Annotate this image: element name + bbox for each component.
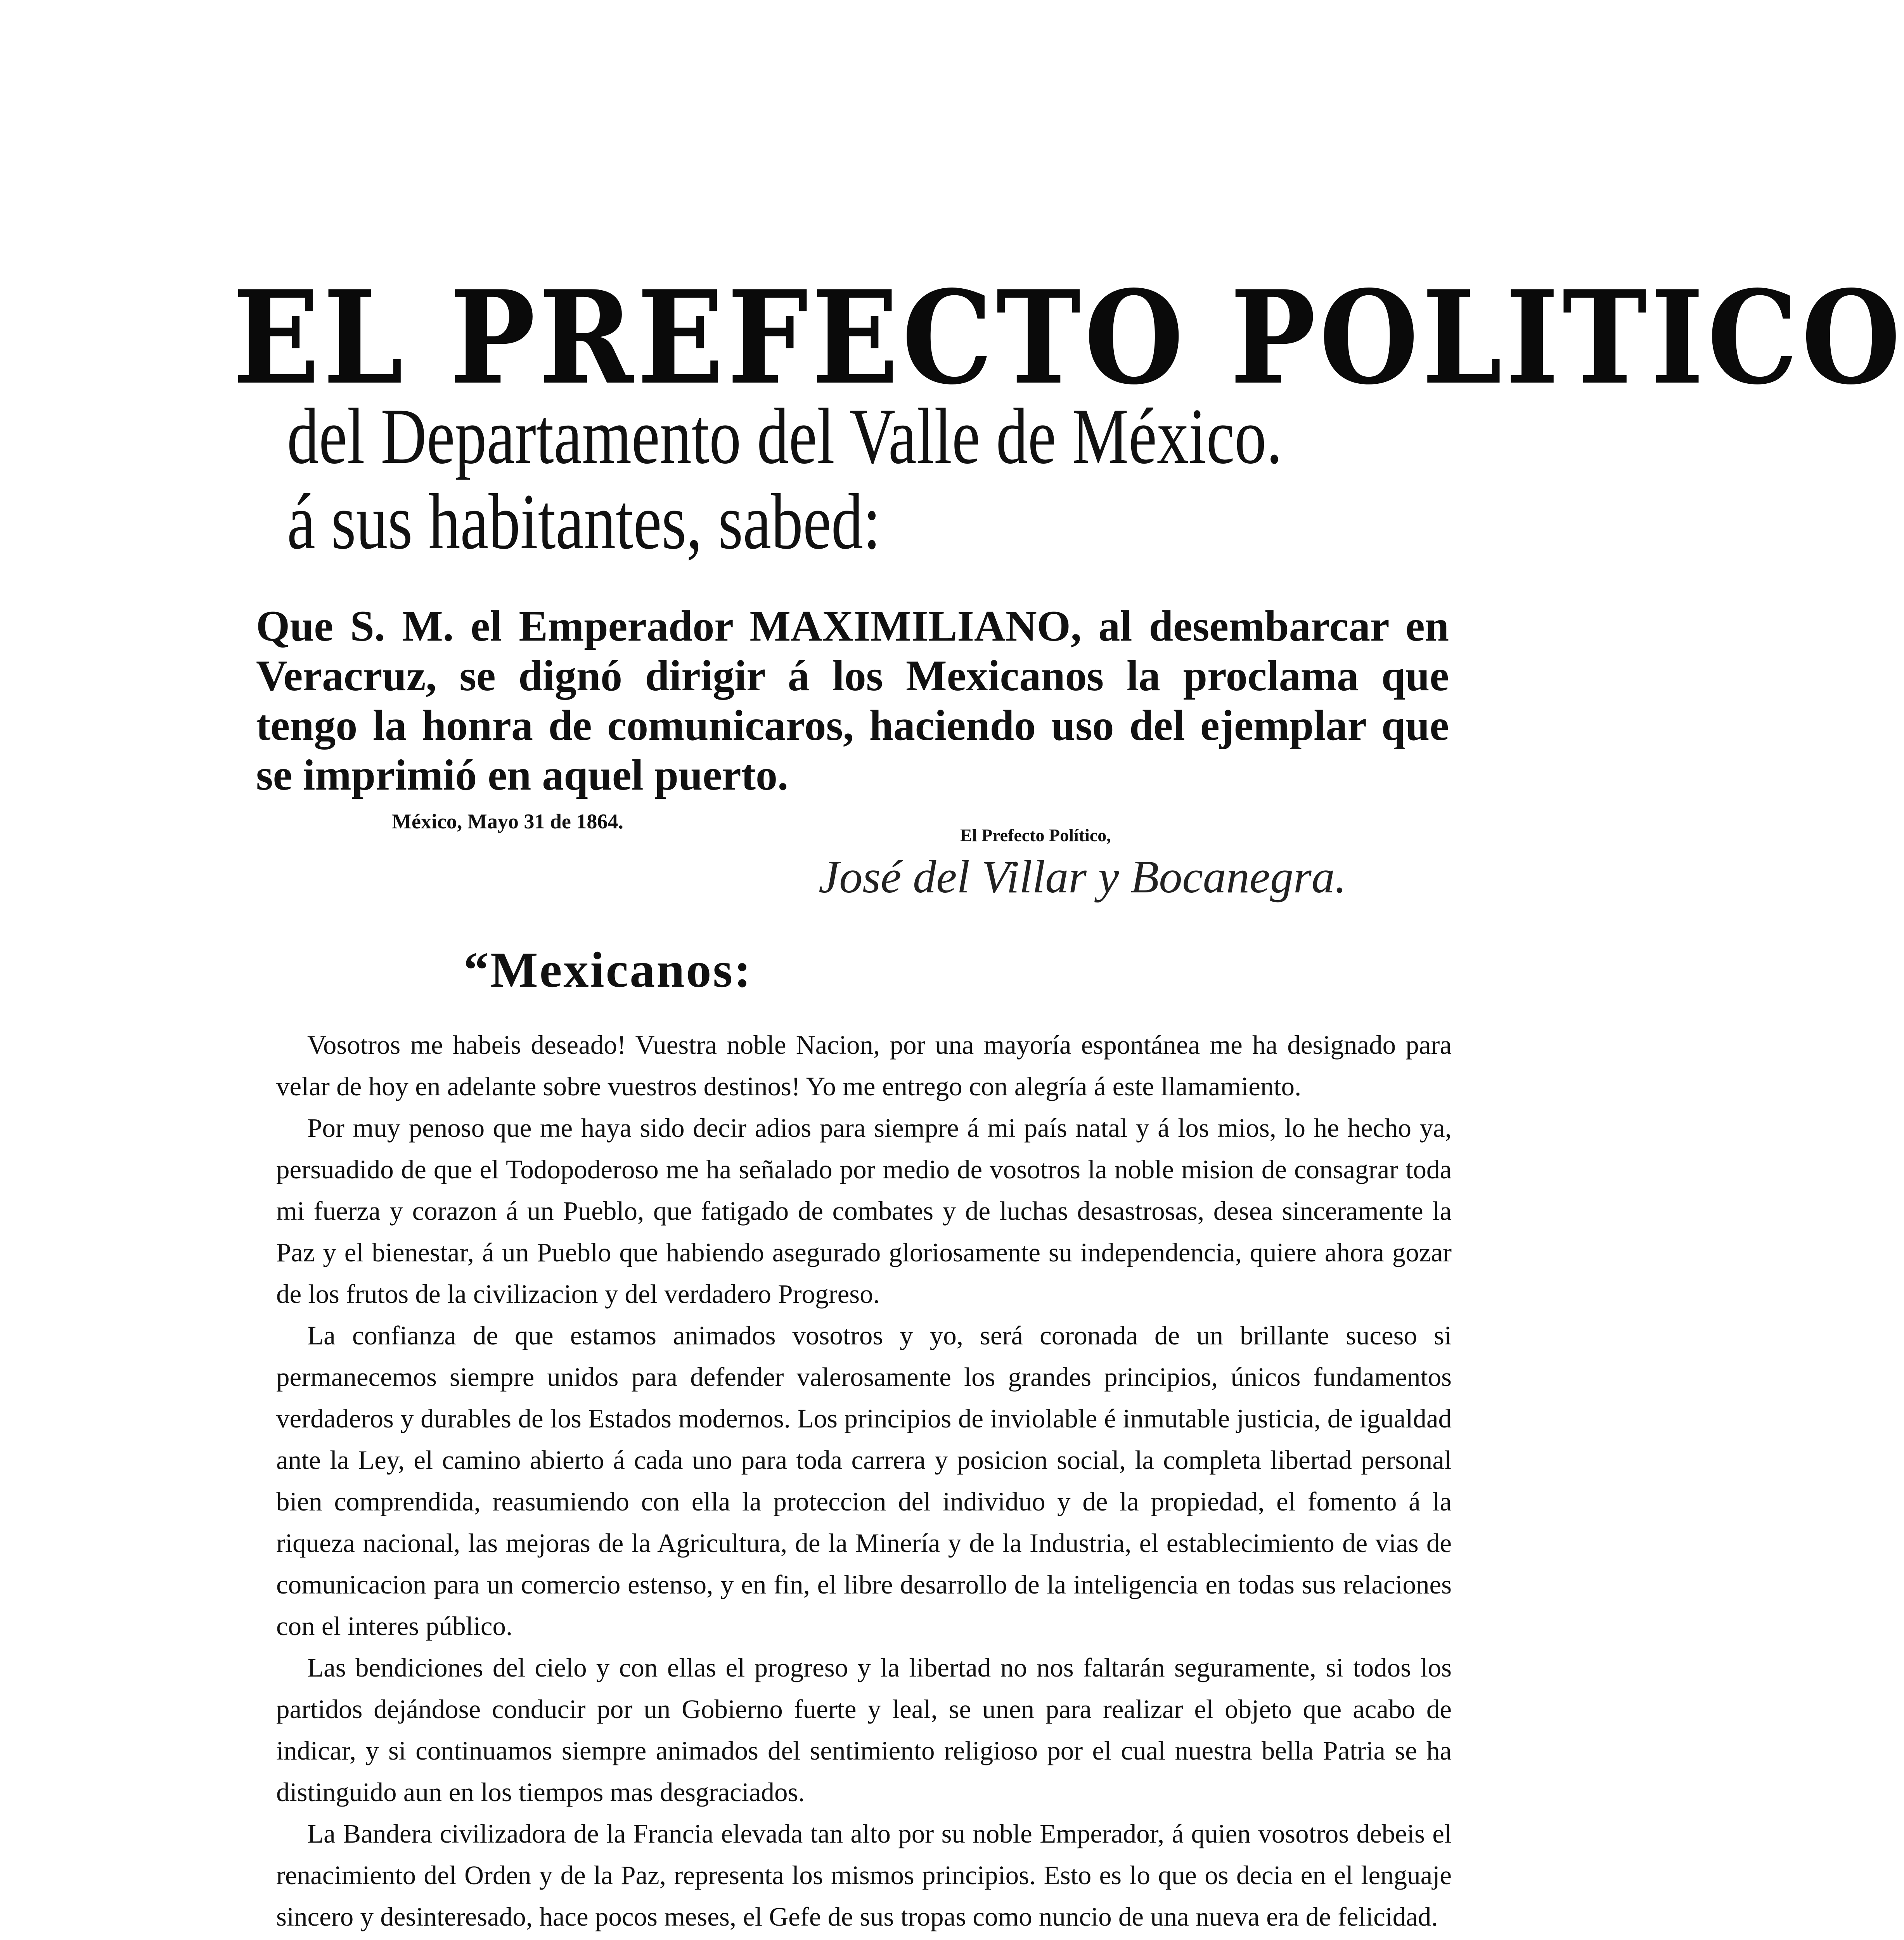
subtitle-line-2: á sus habitantes, sabed: xyxy=(287,478,881,566)
intro-paragraph: Que S. M. el Emperador MAXIMILIANO, al desembarcar en Veracruz, se dignó dirigir á los Mexicanos la proclama que tengo la honra de comunicaros, haciendo uso del ejemplar que se imprimió en aquel puerto. xyxy=(256,602,1449,799)
paragraph-2: Por muy penoso que me haya sido decir adios para siempre á mi país natal y á los mios, lo he hecho ya, persuadido de que el Todopoderoso me ha señalado por medio de vosotros la noble mision de consagrar toda mi fuerza y corazon á un Pueblo, que fatigado de combates y de luchas desastrosas, desea sinceramente la Paz y el bienestar, á un Pueblo que habiendo asegurado gloriosamente su independencia, quiere ahora gozar de los frutos de la civilizacion y del verdadero Progreso. xyxy=(276,1113,1452,1309)
salutation: “Mexicanos: xyxy=(464,942,753,998)
paragraph-5: La Bandera civilizadora de la Francia elevada tan alto por su noble Emperador, á quien vosotros debeis el renacimiento del Orden y de la Paz, representa los mismos principios. Esto es lo que os decia en el lenguaje sincero y desinteresado, hace pocos meses, el Gefe de sus tropas como nuncio de una nueva era de felicidad. xyxy=(276,1819,1452,1931)
prefect-title: El Prefecto Político, xyxy=(960,825,1111,845)
main-title: EL PREFECTO POLITICO xyxy=(233,262,1904,413)
subtitle-line-1: del Departamento del Valle de México. xyxy=(287,392,1283,480)
prefect-date: México, Mayo 31 de 1864. xyxy=(392,810,623,833)
paragraph-6 xyxy=(276,1938,1452,1940)
proclamation-body xyxy=(276,1024,1452,1940)
paragraph-3: La confianza de que estamos animados vosotros y yo, será coronada de un brillante suceso si permanecemos siempre unidos para defender valerosamente los grandes principios, únicos fundamentos verdaderos y durables de los Estados modernos. Los principios de inviolable é inmutable justicia, de igualdad ante la Ley, el camino abierto á cada uno para toda carrera y posicion social, la completa libertad personal bien comprendida, reasumiendo con ella la proteccion del individuo y de la propiedad, el fomento á la riqueza nacional, las mejoras de la Agricultura, de la Minería y de la Industria, el establecimiento de vias de comunicacion para un comercio estenso, y en fin, el libre desarrollo de la inteligencia en todas sus relaciones con el interes público. xyxy=(276,1321,1452,1641)
paragraph-4: Las bendiciones del cielo y con ellas el progreso y la libertad no nos faltarán seguramente, si todos los partidos dejándose conducir por un Gobierno fuerte y leal, se unen para realizar el objeto que acabo de indicar, y si continuamos siempre animados del sentimiento religioso por el cual nuestra bella Patria se ha distinguido aun en los tiempos mas desgraciados. xyxy=(276,1653,1452,1807)
prefect-signature: José del Villar y Bocanegra. xyxy=(819,851,1347,902)
paragraph-1: Vosotros me habeis deseado! Vuestra noble Nacion, por una mayoría espontánea me ha designado para velar de hoy en adelante sobre vuestros destinos! Yo me entrego con alegría á este llamamiento. xyxy=(276,1030,1452,1101)
